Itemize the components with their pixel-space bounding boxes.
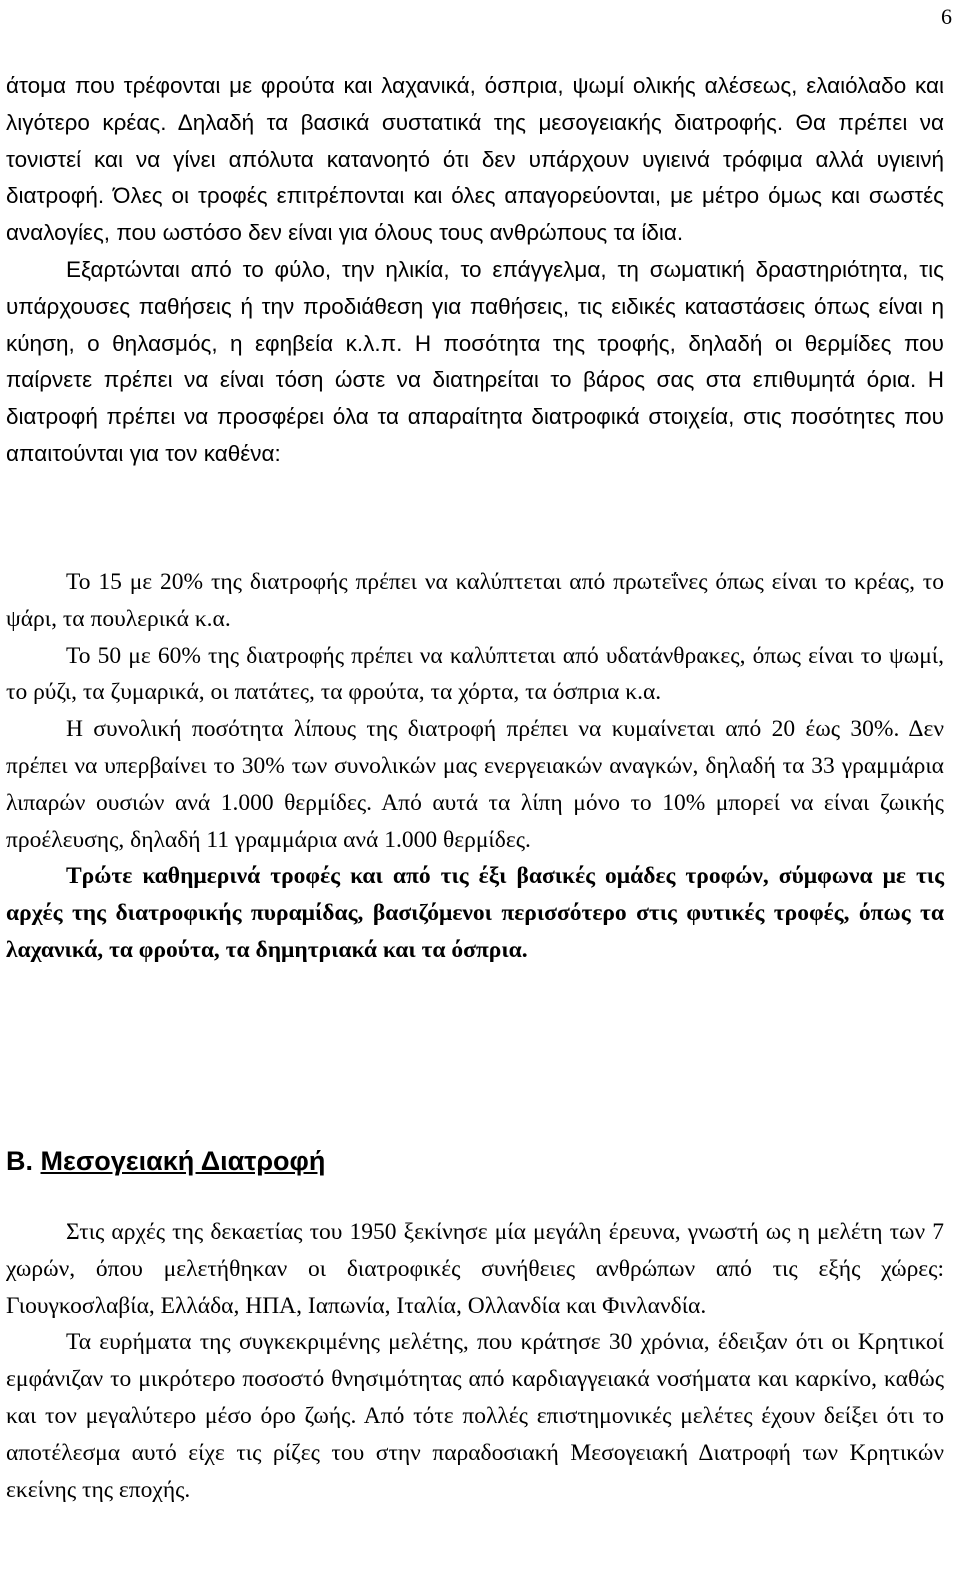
- paragraph-fats: Η συνολική ποσότητα λίπους της διατροφή πρέπει να κυμαίνεται από 20 έως 30%. Δεν πρέπει να υπερβαίνει το 30% των συνολικών μας ενεργειακών αναγκών, δηλαδή τα 33 γραμμάρια λιπαρών ουσιών ανά 1.000 θερμίδες. Από αυτά τα λίπη μόνο το 10% μπορεί να είναι ζωικής προέλευσης, δηλαδή 11 γραμμάρια ανά 1.000 θερμίδες.: [6, 716, 944, 853]
- paragraph-seven-countries-study: Στις αρχές της δεκαετίας του 1950 ξεκίνησε μία μεγάλη έρευνα, γνωστή ως η μελέτη των 7 χωρών, όπου μελετήθηκαν οι διατροφικές συνήθειες ανθρώπων από τις εξής χώρες: Γιουγκοσλαβία, Ελλάδα, ΗΠΑ, Ιαπωνία, Ιταλία, Ολλανδία και Φινλανδία.: [6, 1219, 944, 1319]
- paragraph-recommendation: Τρώτε καθημερινά τροφές και από τις έξι βασικές ομάδες τροφών, σύμφωνα με τις αρχές της διατροφικής πυραμίδας, βασιζόμενοι περισσότερο στις φυτικές τροφές, όπως τα λαχανικά, τα φρούτα, τα δημητριακά και τα όσπρια.: [6, 863, 944, 963]
- paragraph-carbohydrates: Το 50 με 60% της διατροφής πρέπει να καλύπτεται από υδατάνθρακες, όπως είναι το ψωμί, το ρύζι, τα ζυμαρικά, οι πατάτες, τα φρούτα, τα χόρτα, τα όσπρια κ.α.: [6, 642, 944, 706]
- section-number: Β.: [6, 1146, 33, 1176]
- nutrition-text-block: [6, 564, 944, 969]
- paragraph-proteins: Το 15 με 20% της διατροφής πρέπει να καλύπτεται από πρωτεΐνες όπως είναι το κρέας, το ψάρι, τα πουλερικά κ.α.: [6, 569, 944, 632]
- section-title: Μεσογειακή Διατροφή: [40, 1146, 326, 1176]
- page-number: 6: [941, 4, 952, 29]
- intro-text-block: [6, 68, 944, 473]
- paragraph-mediterranean-components: άτομα που τρέφονται με φρούτα και λαχανικά, όσπρια, ψωμί ολικής αλέσεως, ελαιόλαδο και λιγότερο κρέας. Δηλαδή τα βασικά συστατικά της μεσογειακής διατροφής. Θα πρέπει να τονιστεί και να γίνει απόλυτα κατανοητό ότι δεν υπάρχουν υγιεινά τρόφιμα αλλά υγιεινή διατροφή. Όλες οι τροφές επιτρέπονται και όλες απαγορεύονται, με μέτρο όμως και σωστές αναλογίες, που ωστόσο δεν είναι για όλους τους ανθρώπους τα ίδια.: [6, 73, 944, 246]
- study-text-block: [6, 1214, 944, 1508]
- section-heading: [6, 1146, 325, 1177]
- paragraph-dependencies: Εξαρτώνται από το φύλο, την ηλικία, το επάγγελμα, τη σωματική δραστηριότητα, τις υπάρχουσες παθήσεις ή την προδιάθεση για παθήσεις, τις ειδικές καταστάσεις όπως είναι η κύηση, ο θηλασμός, η εφηβεία κ.λ.π. Η ποσότητα της τροφής, δηλαδή οι θερμίδες που παίρνετε πρέπει να είναι τόση ώστε να διατηρείται το βάρος σας στα επιθυμητά όρια. Η διατροφή πρέπει να προσφέρει όλα τα απαραίτητα διατροφικά στοιχεία, στις ποσότητες που απαιτούνται για τον καθένα:: [6, 256, 944, 466]
- paragraph-study-findings: Τα ευρήματα της συγκεκριμένης μελέτης, που κράτησε 30 χρόνια, έδειξαν ότι οι Κρητικοί εμφάνιζαν το μικρότερο ποσοστό θνησιμότητας από καρδιαγγειακά νοσήματα και καρκίνο, καθώς και τον μεγαλύτερο μέσο όρο ζωής. Από τότε πολλές επιστημονικές μελέτες έχουν δείξει ότι το αποτέλεσμα αυτό είχε τις ρίζες του στην παραδοσιακή Μεσογειακή Διατροφή των Κρητικών εκείνης της εποχής.: [6, 1329, 944, 1503]
